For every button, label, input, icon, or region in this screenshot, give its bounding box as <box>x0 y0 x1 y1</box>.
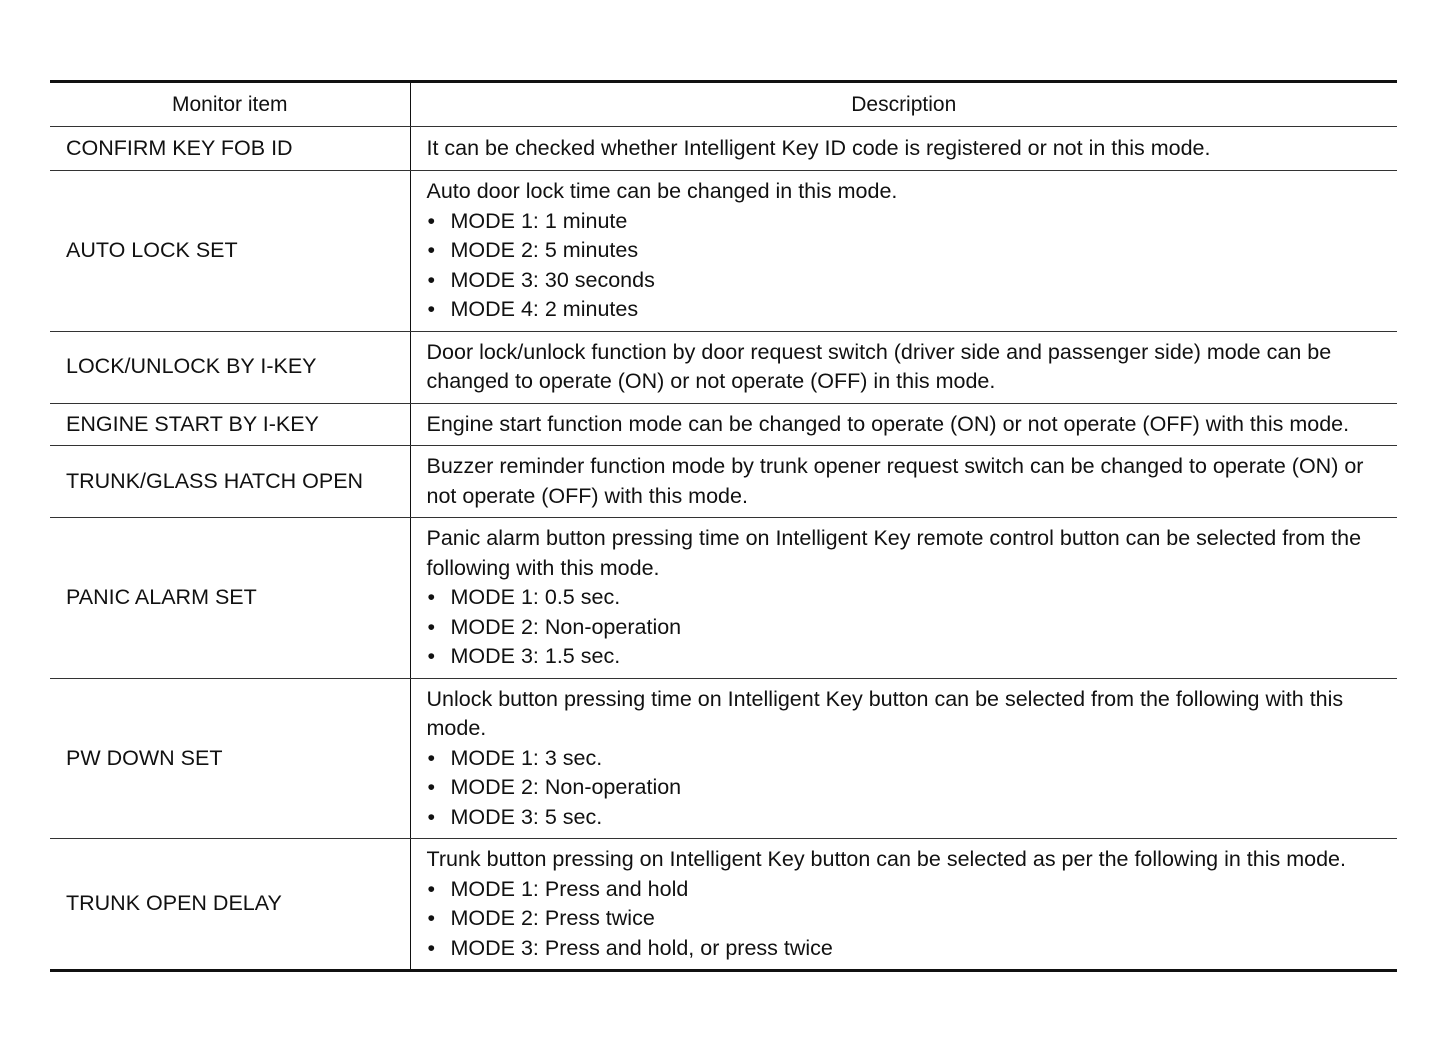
description-cell <box>410 678 1397 839</box>
description-text: Trunk button pressing on Intelligent Key button can be selected as per the following in this mode. <box>426 847 1346 871</box>
mode-bullet-item: • MODE 3: 30 seconds <box>427 266 1386 296</box>
table-row <box>50 839 1397 971</box>
monitor-item-cell: CONFIRM KEY FOB ID <box>50 127 410 171</box>
description-text: Unlock button pressing time on Intelligent Key button can be selected from the following with this mode. <box>426 686 1344 740</box>
description-cell <box>410 403 1397 446</box>
description-text: Door lock/unlock function by door request switch (driver side and passenger side) mode can be changed to operate (ON) or not operate (OFF) in this mode. <box>426 339 1332 393</box>
mode-bullet-item: • MODE 2: Non-operation <box>427 613 1386 643</box>
monitor-item-cell: ENGINE START BY I-KEY <box>50 403 410 446</box>
description-cell <box>410 446 1397 518</box>
description-cell <box>410 127 1397 171</box>
description-cell <box>410 331 1397 403</box>
mode-bullet-item: • MODE 1: 0.5 sec. <box>427 583 1386 613</box>
monitor-item-table <box>50 80 1397 972</box>
description-text: Auto door lock time can be changed in this mode. <box>426 179 898 203</box>
mode-bullet-item: • MODE 2: Non-operation <box>427 773 1386 803</box>
mode-bullet-item: • MODE 2: Press twice <box>427 904 1386 934</box>
table-row <box>50 678 1397 839</box>
table-header <box>50 82 1397 127</box>
header-row <box>50 82 1397 127</box>
monitor-item-cell: TRUNK OPEN DELAY <box>66 891 282 916</box>
description-text: Engine start function mode can be changed to operate (ON) or not operate (OFF) with this mode. <box>426 411 1350 436</box>
table-row <box>50 171 1397 332</box>
mode-bullet-item: • MODE 2: 5 minutes <box>427 236 1386 266</box>
description-cell <box>410 171 1397 332</box>
mode-bullet-item: • MODE 4: 2 minutes <box>427 295 1386 325</box>
monitor-item-cell: TRUNK/GLASS HATCH OPEN <box>50 446 410 518</box>
column-header-description: Description <box>410 82 1397 127</box>
table-row <box>50 403 1397 446</box>
monitor-item-cell: LOCK/UNLOCK BY I-KEY <box>50 331 410 403</box>
mode-bullet-item: • MODE 1: Press and hold <box>427 875 1386 905</box>
monitor-item-table-wrapper <box>50 80 1397 972</box>
description-cell <box>410 518 1397 679</box>
description-text: Buzzer reminder function mode by trunk opener request switch can be changed to operate (ON) or not operate (OFF) with this mode. <box>426 454 1364 508</box>
column-header-monitor-item: Monitor item <box>50 82 410 127</box>
description-cell <box>410 839 1397 971</box>
monitor-item-cell: PW DOWN SET <box>50 678 410 839</box>
mode-bullet-item: • MODE 3: 5 sec. <box>427 803 1386 833</box>
table-body <box>50 127 1397 971</box>
table-row <box>50 127 1397 171</box>
table-row <box>50 446 1397 518</box>
table-row <box>50 518 1397 679</box>
table-row <box>50 331 1397 403</box>
mode-bullet-item: • MODE 1: 1 minute <box>427 207 1386 237</box>
monitor-item-cell: PANIC ALARM SET <box>50 518 410 679</box>
mode-bullet-item: • MODE 1: 3 sec. <box>427 744 1386 774</box>
monitor-item-cell: AUTO LOCK SET <box>50 171 410 332</box>
mode-bullet-item: • MODE 3: 1.5 sec. <box>427 642 1386 672</box>
description-text: Panic alarm button pressing time on Intelligent Key remote control button can be selected from the following with this mode. <box>426 526 1362 580</box>
description-text: It can be checked whether Intelligent Key ID code is registered or not in this mode. <box>426 135 1211 160</box>
mode-bullet-item: • MODE 3: Press and hold, or press twice <box>427 934 1386 964</box>
